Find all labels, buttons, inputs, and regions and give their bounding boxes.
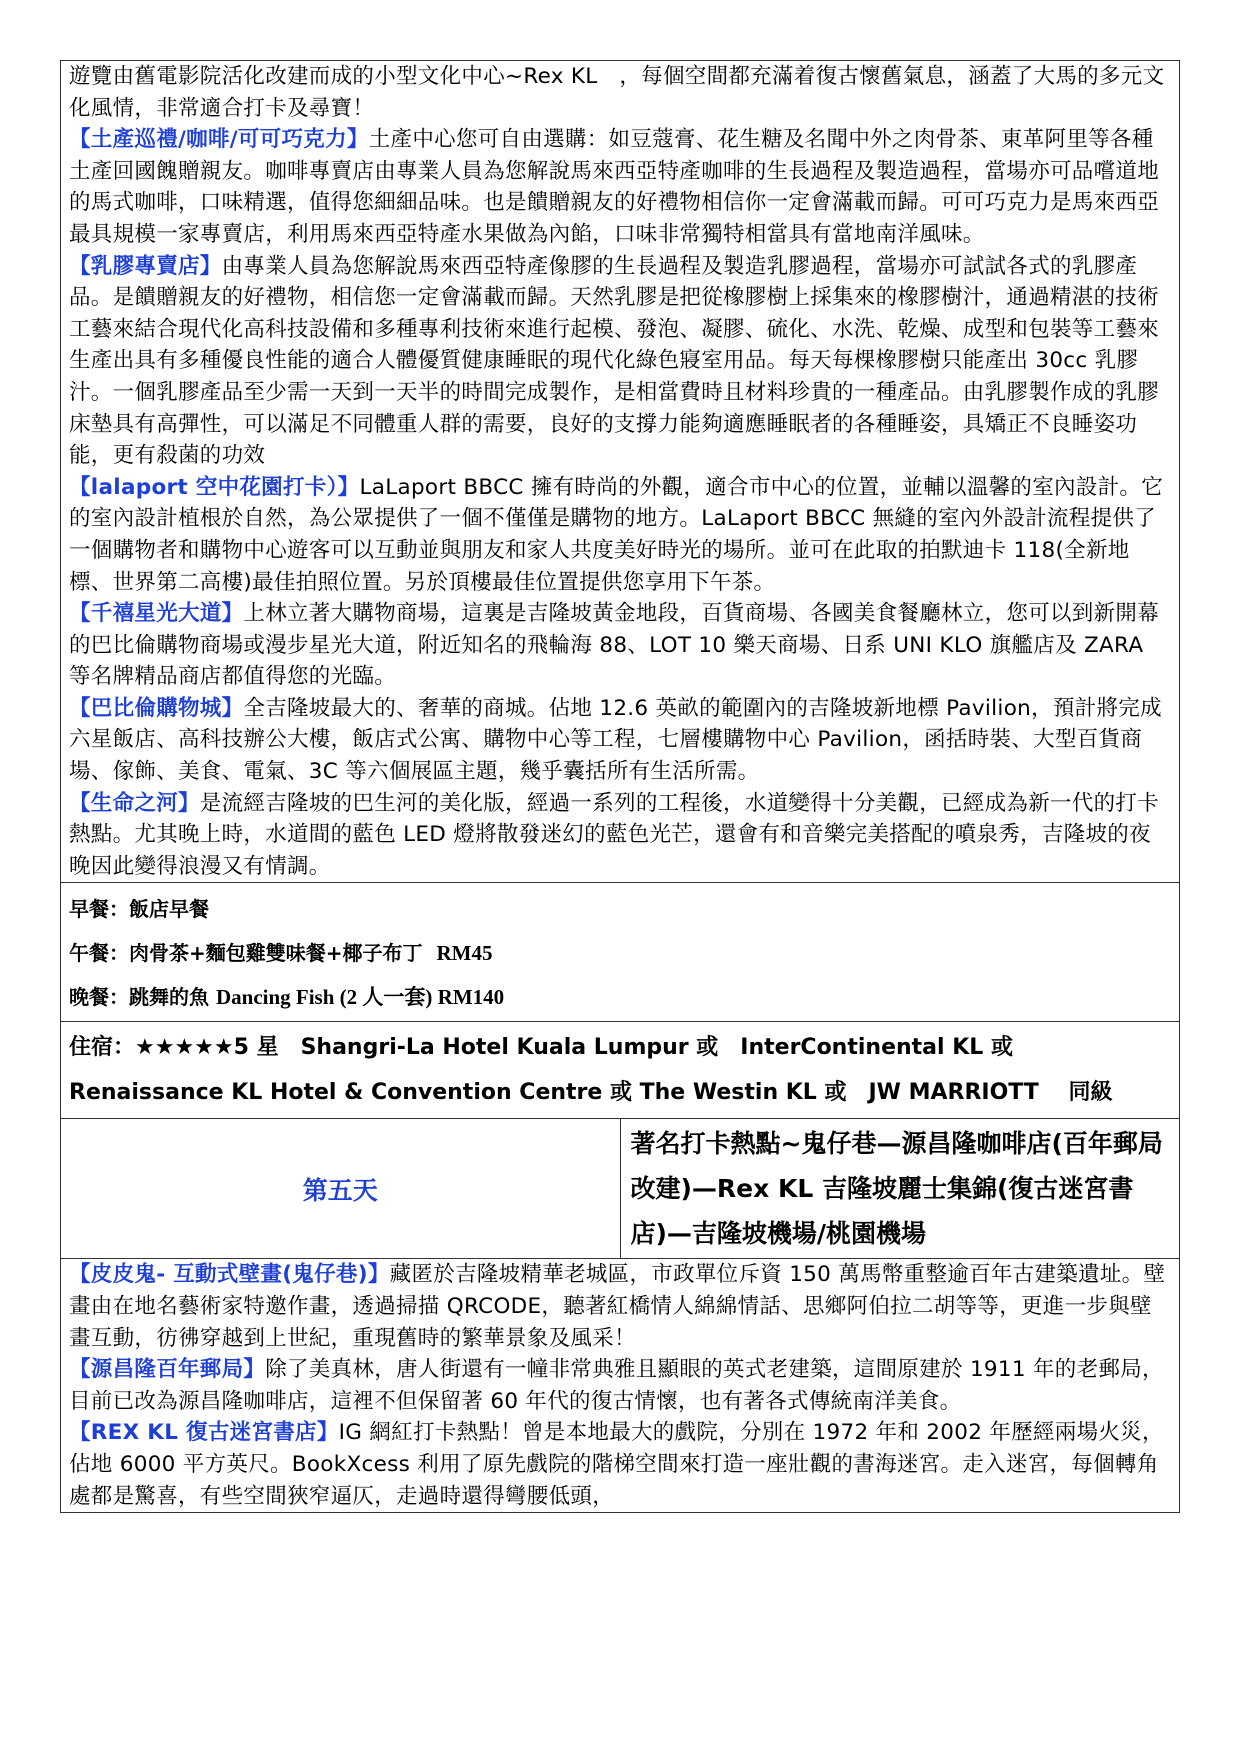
day4-details-cell (61, 61, 1180, 883)
section-body: 藏匿於吉隆坡精華老城區，市政單位斥資 150 萬馬幣重整逾百年古建築遺址。壁畫由在地名藝術家特邀作畫，透過掃描 QRCODE，聽著紅橋情人綿綿情話、思鄉阿伯拉二胡等等，更進一步與壁畫互動，彷彿穿越到上世紀，重現舊時的繁華景象及風采！ (69, 1262, 1166, 1351)
day5-label: 第五天 (302, 1175, 378, 1205)
section-title: 【千禧星光大道】 (69, 601, 244, 627)
day5-details-row (61, 1259, 1180, 1513)
breakfast-line (69, 887, 1171, 931)
meals-cell (61, 883, 1180, 1022)
dinner-text: 晚餐：跳舞的魚 (69, 985, 209, 1010)
day5-label-cell (61, 1119, 621, 1259)
hotel-cell: 住宿：★★★★★5 星 Shangri-La Hotel Kuala Lumpur 或 InterContinental KL 或 Renaissance KL Hotel & Convention Centre 或 The Westin KL 或 JW MARRIOTT 同級 (61, 1022, 1180, 1119)
breakfast-text: 早餐：飯店早餐 (69, 897, 209, 922)
dinner-line (69, 975, 1171, 1019)
section-title: 【生命之河】 (69, 790, 200, 816)
section-paragraph (69, 788, 1171, 883)
itinerary-table (60, 60, 1180, 1513)
section-body: 土產中心您可自由選購：如豆蔻膏、花生糖及名聞中外之肉骨茶、東革阿里等各種土產回國餽贈親友。咖啡專賣店由專業人員為您解說馬來西亞特產咖啡的生長過程及製造過程，當場亦可品嚐道地的馬式咖啡，口味精選，值得您細細品味。也是饋贈親友的好禮物相信你一定會滿載而歸。可可巧克力是馬來西亞最具規模一家專賣店，利用馬來西亞特產水果做為內餡，口味非常獨特相當具有當地南洋風味。 (69, 127, 1160, 247)
section-paragraph (69, 251, 1171, 472)
section-paragraph (69, 598, 1171, 693)
section-body: 由專業人員為您解說馬來西亞特產像膠的生長過程及製造乳膠過程，當場亦可試試各式的乳膠產品。是饋贈親友的好禮物，相信您一定會滿載而歸。天然乳膠是把從橡膠樹上採集來的橡膠樹汁，通過精湛的技術工藝來結合現代化高科技設備和多種專利技術來進行起模、發泡、凝膠、硫化、水洗、乾燥、成型和包裝等工藝來生產出具有多種優良性能的適合人體優質健康睡眠的現代化綠色寢室用品。每天每棵橡膠樹只能產出 30cc 乳膠汁。一個乳膠產品至少需一天到一天半的時間完成製作，是相當費時且材料珍貴的一種產品。由乳膠製作成的乳膠床墊具有高彈性，可以滿足不同體重人群的需要，良好的支撐力能夠適應睡眠者的各種睡姿，具矯正不良睡姿功能，更有殺菌的功效 (69, 253, 1160, 469)
intro-paragraph: 遊覽由舊電影院活化改建而成的小型文化中心~Rex KL ，每個空間都充滿着復古懷舊氣息，涵蓋了大馬的多元文化風情，非常適合打卡及尋寶！ (69, 64, 1165, 121)
section-body: 是流經吉隆坡的巴生河的美化版，經過一系列的工程後，水道變得十分美觀，已經成為新一代的打卡熱點。尤其晚上時，水道間的藍色 LED 燈將散發迷幻的藍色光芒，還會有和音樂完美搭配的噴泉秀，吉隆坡的夜晚因此變得浪漫又有情調。 (69, 790, 1160, 879)
lunch-price: RM45 (436, 941, 493, 966)
lunch-line (69, 931, 1171, 975)
section-paragraph (69, 1417, 1171, 1512)
section-title: 【乳膠專賣店】 (69, 253, 222, 279)
hotel-row (61, 1022, 1180, 1119)
day4-details-row (61, 61, 1180, 883)
day5-header-row (61, 1119, 1180, 1259)
section-title: 【源昌隆百年郵局】 (69, 1357, 266, 1383)
section-paragraph (69, 1259, 1171, 1354)
section-body: 上林立著大購物商場，這裏是吉隆坡黃金地段，百貨商場、各國美食餐廳林立，您可以到新開幕的巴比倫購物商場或漫步星光大道，附近知名的飛輪海 88、LOT 10 樂天商場、日系 UNI KLO 旗艦店及 ZARA 等名牌精品商店都值得您的光臨。 (69, 601, 1160, 690)
section-title: 【土產巡禮/咖啡/可可巧克力】 (69, 127, 369, 153)
section-title: 【皮皮鬼- 互動式壁畫(鬼仔巷)】 (69, 1262, 390, 1288)
day4-sections (69, 124, 1171, 882)
section-paragraph (69, 124, 1171, 250)
section-title: 【REX KL 復古迷宮書店】 (69, 1420, 339, 1446)
section-body: LaLaport BBCC 擁有時尚的外觀，適合市中心的位置，並輔以溫馨的室內設計。它的室內設計植根於自然，為公眾提供了一個不僅僅是購物的地方。LaLaport BBCC 無縫的室內外設計流程提供了一個購物者和購物中心遊客可以互動並與朋友和家人共度美好時光的場所。並可在此取的拍默迪卡 118(全新地標、世界第二高樓)最佳拍照位置。另於頂樓最佳位置提供您享用下午茶。 (69, 474, 1164, 595)
section-paragraph (69, 693, 1171, 788)
itinerary-document (60, 60, 1180, 1513)
section-title: 【lalaport 空中花園打卡）】 (69, 474, 360, 500)
section-paragraph (69, 472, 1171, 598)
dinner-detail: Dancing Fish (2 人一套) RM140 (215, 985, 505, 1010)
day5-title: 著名打卡熱點~鬼仔巷—源昌隆咖啡店(百年郵局改建)—Rex KL 吉隆坡麗士集錦(復古迷宮書店)—吉隆坡機場/桃園機場 (620, 1119, 1180, 1259)
section-body: 全吉隆坡最大的、奢華的商城。佔地 12.6 英畝的範圍內的吉隆坡新地標 Pavilion，預計將完成六星飯店、高科技辦公大樓，飯店式公寓、購物中心等工程，七層樓購物中心 Pavilion，函括時裝、大型百貨商場、傢飾、美食、電氣、3C 等六個展區主題，幾乎囊括所有生活所需。 (69, 695, 1162, 785)
day5-sections (69, 1259, 1171, 1512)
meals-row (61, 883, 1180, 1022)
section-body: IG 網紅打卡熱點！曾是本地最大的戲院，分別在 1972 年和 2002 年歷經兩場火災，佔地 6000 平方英尺。BookXcess 利用了原先戲院的階梯空間來打造一座壯觀的書海迷宮。走入迷宮，每個轉角處都是驚喜，有些空間狹窄逼仄，走過時還得彎腰低頭， (69, 1420, 1164, 1509)
section-title: 【巴比倫購物城】 (69, 695, 244, 721)
section-body: 除了美真林，唐人街還有一幢非常典雅且顯眼的英式老建築，這間原建於 1911 年的老郵局，目前已改為源昌隆咖啡店，這裡不但保留著 60 年代的復古情懷，也有著各式傳統南洋美食。 (69, 1357, 1164, 1414)
day5-details-cell (61, 1259, 1180, 1513)
lunch-text: 午餐：肉骨茶+麵包雞雙味餐+椰子布丁 (69, 941, 423, 966)
section-paragraph (69, 1354, 1171, 1417)
